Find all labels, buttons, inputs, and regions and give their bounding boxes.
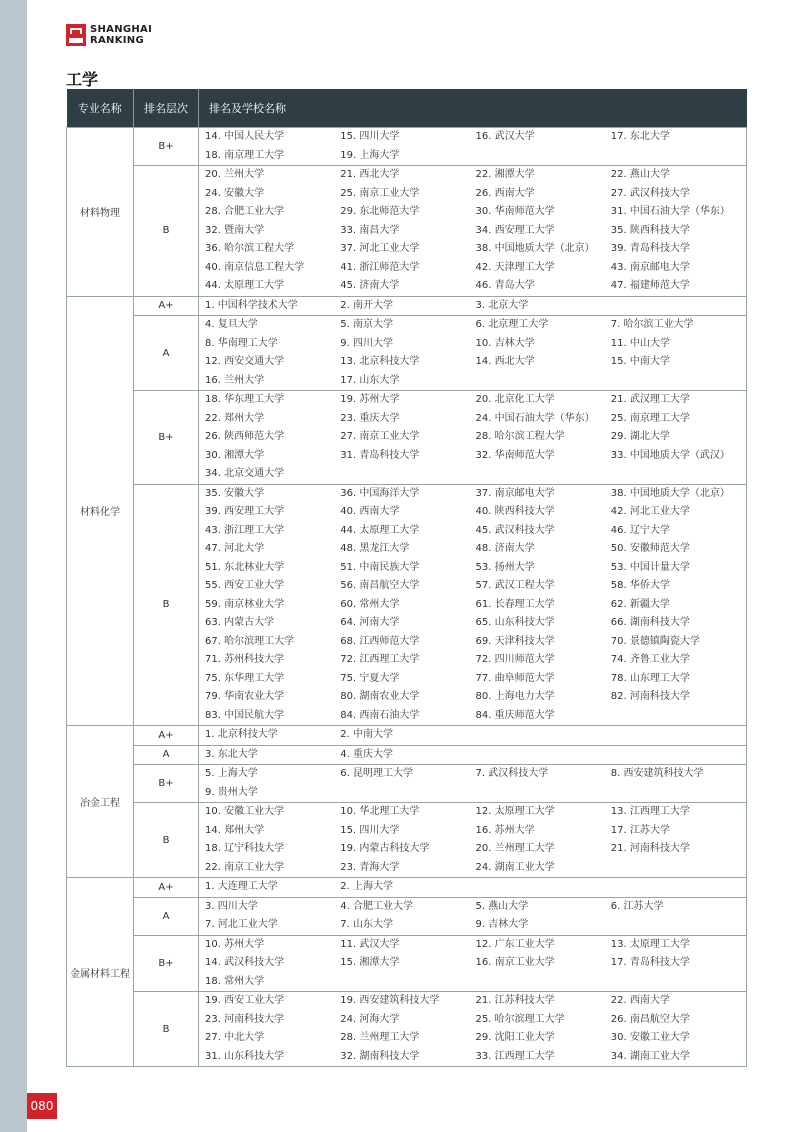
school-entry: 57. 武汉工程大学 bbox=[475, 580, 555, 591]
school-entry: 84. 西南石油大学 bbox=[340, 709, 420, 721]
school-entry: 84. 重庆师范大学 bbox=[475, 709, 555, 721]
school-entry: 20. 兰州大学 bbox=[205, 169, 265, 180]
school-entry: 45. 武汉科技大学 bbox=[475, 524, 555, 536]
school-entry: 16. 南京工业大学 bbox=[475, 957, 555, 968]
school-entry: 36. 哈尔滨工程大学 bbox=[205, 243, 295, 254]
school-entry: 18. 南京理工大学 bbox=[205, 149, 285, 161]
rank-level: A bbox=[134, 745, 199, 765]
table-row bbox=[67, 803, 747, 878]
school-entry: 24. 湖南工业大学 bbox=[475, 861, 555, 873]
school-entry: 5. 上海大学 bbox=[205, 768, 258, 779]
school-entry: 69. 天津科技大学 bbox=[475, 635, 555, 647]
table-row bbox=[67, 726, 747, 746]
school-entry: 21. 武汉理工大学 bbox=[610, 394, 690, 405]
school-entry: 43. 浙江理工大学 bbox=[205, 524, 285, 536]
table-row bbox=[67, 745, 747, 765]
school-entry: 4. 复旦大学 bbox=[205, 319, 258, 330]
school-entry: 72. 江西理工大学 bbox=[340, 654, 420, 665]
school-entry: 6. 北京理工大学 bbox=[475, 319, 549, 330]
school-entry: 20. 北京化工大学 bbox=[475, 394, 555, 405]
school-entry: 1. 中国科学技术大学 bbox=[205, 299, 298, 311]
rank-level: B bbox=[134, 803, 199, 878]
school-entry: 15. 四川大学 bbox=[340, 824, 400, 836]
logo-line-1: SHANGHAI bbox=[90, 24, 153, 35]
table-row bbox=[67, 296, 747, 316]
school-entry: 22. 湘潭大学 bbox=[475, 169, 535, 180]
school-entry: 17. 青岛科技大学 bbox=[610, 957, 690, 968]
school-entry: 29. 湖北大学 bbox=[610, 431, 670, 442]
school-entry: 17. 东北大学 bbox=[610, 131, 670, 142]
school-grid bbox=[205, 297, 746, 316]
school-entry: 78. 山东理工大学 bbox=[610, 672, 690, 684]
school-entry: 33. 江西理工大学 bbox=[475, 1050, 555, 1062]
school-list bbox=[199, 484, 747, 726]
school-entry: 23. 重庆大学 bbox=[340, 412, 400, 424]
rank-level: B bbox=[134, 166, 199, 297]
school-entry: 56. 南昌航空大学 bbox=[340, 580, 420, 591]
school-entry: 9. 贵州大学 bbox=[205, 786, 258, 798]
school-entry: 10. 苏州大学 bbox=[205, 938, 265, 950]
logo-text bbox=[90, 24, 152, 46]
table-row bbox=[67, 316, 747, 391]
school-entry: 21. 江苏科技大学 bbox=[475, 995, 555, 1006]
section-title: 工学 bbox=[66, 70, 99, 89]
school-entry: 83. 中国民航大学 bbox=[205, 709, 285, 721]
table-row bbox=[67, 935, 747, 992]
table-row bbox=[67, 391, 747, 485]
school-entry: 22. 南京工业大学 bbox=[205, 861, 285, 873]
table-row bbox=[67, 484, 747, 726]
table-row bbox=[67, 765, 747, 803]
school-entry: 2. 南开大学 bbox=[340, 299, 393, 311]
school-entry: 12. 西安交通大学 bbox=[205, 356, 285, 367]
school-entry: 20. 兰州理工大学 bbox=[475, 843, 555, 854]
school-entry: 23. 青海大学 bbox=[340, 861, 400, 873]
school-entry: 75. 东华理工大学 bbox=[205, 672, 285, 684]
school-entry: 10. 安徽工业大学 bbox=[205, 806, 285, 817]
school-entry: 32. 暨南大学 bbox=[205, 224, 265, 236]
school-entry: 11. 武汉大学 bbox=[340, 938, 400, 950]
rank-level: A bbox=[134, 316, 199, 391]
school-entry: 51. 中南民族大学 bbox=[340, 561, 420, 573]
school-grid bbox=[205, 936, 746, 992]
school-grid bbox=[205, 765, 746, 802]
school-grid bbox=[205, 746, 746, 765]
major-materials-physics: 材料物理 bbox=[67, 128, 134, 297]
school-entry: 33. 南昌大学 bbox=[340, 224, 400, 236]
school-entry: 23. 河南科技大学 bbox=[205, 1013, 285, 1025]
school-entry: 28. 哈尔滨工程大学 bbox=[475, 431, 565, 442]
school-entry: 55. 西安工业大学 bbox=[205, 580, 285, 591]
school-entry: 11. 中山大学 bbox=[610, 337, 670, 349]
school-entry: 13. 太原理工大学 bbox=[610, 938, 690, 950]
school-entry: 39. 青岛科技大学 bbox=[610, 243, 690, 254]
school-entry: 24. 安徽大学 bbox=[205, 187, 265, 199]
school-entry: 47. 河北大学 bbox=[205, 543, 265, 554]
school-entry: 41. 浙江师范大学 bbox=[340, 261, 420, 273]
logo-line-2: RANKING bbox=[90, 35, 144, 46]
school-entry: 14. 武汉科技大学 bbox=[205, 957, 285, 968]
school-entry: 71. 苏州科技大学 bbox=[205, 654, 285, 665]
header-schools: 排名及学校名称 bbox=[199, 89, 747, 128]
school-entry: 68. 江西师范大学 bbox=[340, 635, 420, 647]
school-entry: 19. 内蒙古科技大学 bbox=[340, 843, 430, 854]
major-metallurgical-engineering: 冶金工程 bbox=[67, 726, 134, 878]
school-entry: 34. 湖南工业大学 bbox=[610, 1050, 690, 1062]
header-major: 专业名称 bbox=[67, 89, 134, 128]
school-entry: 19. 西安工业大学 bbox=[205, 995, 285, 1006]
school-entry: 80. 湖南农业大学 bbox=[340, 691, 420, 702]
school-entry: 29. 东北师范大学 bbox=[340, 206, 420, 217]
school-grid bbox=[205, 485, 746, 726]
school-entry: 1. 大连理工大学 bbox=[205, 881, 278, 892]
school-entry: 22. 西南大学 bbox=[610, 995, 670, 1006]
table-row bbox=[67, 992, 747, 1067]
school-entry: 14. 西北大学 bbox=[475, 356, 535, 367]
rank-level: B+ bbox=[134, 391, 199, 485]
school-entry: 37. 河北工业大学 bbox=[340, 243, 420, 254]
school-entry: 7. 河北工业大学 bbox=[205, 919, 278, 930]
school-entry: 26. 南昌航空大学 bbox=[610, 1013, 690, 1025]
rank-level: A bbox=[134, 897, 199, 935]
school-grid bbox=[205, 992, 746, 1066]
school-entry: 32. 湖南科技大学 bbox=[340, 1050, 420, 1062]
school-entry: 40. 西南大学 bbox=[340, 506, 400, 517]
school-entry: 60. 常州大学 bbox=[340, 598, 400, 610]
school-entry: 12. 太原理工大学 bbox=[475, 806, 555, 817]
school-entry: 14. 中国人民大学 bbox=[205, 131, 285, 142]
school-entry: 50. 安徽师范大学 bbox=[610, 543, 690, 554]
school-entry: 44. 太原理工大学 bbox=[205, 280, 285, 291]
school-entry: 67. 哈尔滨理工大学 bbox=[205, 635, 295, 647]
school-entry: 3. 东北大学 bbox=[205, 748, 258, 760]
school-list bbox=[199, 765, 747, 803]
rank-level: A+ bbox=[134, 726, 199, 746]
school-entry: 18. 常州大学 bbox=[205, 975, 265, 987]
rank-level: B bbox=[134, 992, 199, 1067]
table-row bbox=[67, 128, 747, 166]
school-list bbox=[199, 897, 747, 935]
school-entry: 6. 昆明理工大学 bbox=[340, 768, 413, 779]
school-grid bbox=[205, 166, 746, 296]
school-entry: 64. 河南大学 bbox=[340, 617, 400, 628]
school-entry: 59. 南京林业大学 bbox=[205, 598, 285, 610]
rank-level: B+ bbox=[134, 935, 199, 992]
school-entry: 53. 扬州大学 bbox=[475, 561, 535, 573]
school-entry: 10. 华北理工大学 bbox=[340, 806, 420, 817]
school-entry: 47. 福建师范大学 bbox=[610, 280, 690, 291]
school-entry: 1. 北京科技大学 bbox=[205, 729, 278, 740]
header-level: 排名层次 bbox=[134, 89, 199, 128]
page-number: 080 bbox=[27, 1093, 57, 1119]
school-entry: 9. 四川大学 bbox=[340, 337, 393, 349]
rank-level: B+ bbox=[134, 128, 199, 166]
school-entry: 31. 青岛科技大学 bbox=[340, 449, 420, 461]
school-list bbox=[199, 878, 747, 898]
school-entry: 34. 西安理工大学 bbox=[475, 224, 555, 236]
school-entry: 16. 武汉大学 bbox=[475, 131, 535, 142]
school-entry: 32. 华南师范大学 bbox=[475, 449, 555, 461]
school-entry: 24. 中国石油大学（华东） bbox=[475, 412, 595, 424]
school-entry: 21. 河南科技大学 bbox=[610, 843, 690, 854]
school-entry: 75. 宁夏大学 bbox=[340, 672, 400, 684]
school-entry: 12. 广东工业大学 bbox=[475, 938, 555, 950]
school-entry: 48. 济南大学 bbox=[475, 543, 535, 554]
school-entry: 62. 新疆大学 bbox=[610, 598, 670, 610]
school-entry: 42. 河北工业大学 bbox=[610, 506, 690, 517]
school-grid bbox=[205, 803, 746, 877]
school-entry: 9. 吉林大学 bbox=[475, 919, 529, 930]
school-grid bbox=[205, 878, 746, 897]
school-grid bbox=[205, 128, 746, 165]
school-entry: 31. 中国石油大学（华东） bbox=[610, 206, 730, 217]
school-entry: 18. 华东理工大学 bbox=[205, 394, 285, 405]
school-entry: 27. 中北大学 bbox=[205, 1032, 265, 1043]
school-entry: 22. 郑州大学 bbox=[205, 412, 265, 424]
school-entry: 43. 南京邮电大学 bbox=[610, 261, 690, 273]
table-header-row bbox=[67, 89, 747, 128]
school-entry: 8. 华南理工大学 bbox=[205, 337, 278, 349]
school-entry: 35. 安徽大学 bbox=[205, 487, 265, 499]
school-entry: 15. 中南大学 bbox=[610, 356, 670, 367]
school-entry: 25. 南京理工大学 bbox=[610, 412, 690, 424]
rank-level: B bbox=[134, 484, 199, 726]
school-entry: 35. 陕西科技大学 bbox=[610, 224, 690, 236]
school-entry: 25. 南京工业大学 bbox=[340, 187, 420, 199]
school-entry: 19. 西安建筑科技大学 bbox=[340, 995, 440, 1006]
school-entry: 22. 燕山大学 bbox=[610, 169, 670, 180]
rank-level: A+ bbox=[134, 878, 199, 898]
school-entry: 7. 武汉科技大学 bbox=[475, 768, 549, 779]
school-entry: 27. 南京工业大学 bbox=[340, 431, 420, 442]
school-entry: 79. 华南农业大学 bbox=[205, 691, 285, 702]
school-entry: 74. 齐鲁工业大学 bbox=[610, 654, 690, 665]
school-entry: 36. 中国海洋大学 bbox=[340, 487, 420, 499]
school-list bbox=[199, 128, 747, 166]
school-list bbox=[199, 726, 747, 746]
school-entry: 65. 山东科技大学 bbox=[475, 617, 555, 628]
school-entry: 58. 华侨大学 bbox=[610, 580, 670, 591]
school-list bbox=[199, 296, 747, 316]
school-entry: 53. 中国计量大学 bbox=[610, 561, 690, 573]
school-grid bbox=[205, 391, 746, 484]
school-entry: 26. 西南大学 bbox=[475, 187, 535, 199]
school-entry: 19. 上海大学 bbox=[340, 149, 400, 161]
school-entry: 2. 中南大学 bbox=[340, 729, 393, 740]
shanghai-ranking-logo bbox=[66, 24, 152, 46]
table-row bbox=[67, 897, 747, 935]
school-entry: 72. 四川师范大学 bbox=[475, 654, 555, 665]
school-entry: 17. 江苏大学 bbox=[610, 824, 670, 836]
school-entry: 15. 湘潭大学 bbox=[340, 957, 400, 968]
major-metal-materials-engineering: 金属材料工程 bbox=[67, 878, 134, 1067]
school-entry: 3. 北京大学 bbox=[475, 299, 529, 311]
school-entry: 51. 东北林业大学 bbox=[205, 561, 285, 573]
school-entry: 16. 兰州大学 bbox=[205, 374, 265, 386]
school-list bbox=[199, 316, 747, 391]
school-entry: 25. 哈尔滨理工大学 bbox=[475, 1013, 565, 1025]
school-entry: 82. 河南科技大学 bbox=[610, 691, 690, 702]
school-entry: 38. 中国地质大学（北京） bbox=[475, 243, 595, 254]
school-entry: 40. 南京信息工程大学 bbox=[205, 261, 305, 273]
school-entry: 4. 合肥工业大学 bbox=[340, 900, 413, 912]
school-entry: 7. 哈尔滨工业大学 bbox=[610, 319, 694, 330]
school-grid bbox=[205, 898, 746, 935]
school-entry: 37. 南京邮电大学 bbox=[475, 487, 555, 499]
school-entry: 26. 陕西师范大学 bbox=[205, 431, 285, 442]
school-entry: 13. 北京科技大学 bbox=[340, 356, 420, 367]
school-entry: 19. 苏州大学 bbox=[340, 394, 400, 405]
rank-level: A+ bbox=[134, 296, 199, 316]
school-entry: 8. 西安建筑科技大学 bbox=[610, 768, 704, 779]
school-list bbox=[199, 166, 747, 297]
school-entry: 39. 西安理工大学 bbox=[205, 506, 285, 517]
table-body bbox=[67, 128, 747, 1067]
rank-level: B+ bbox=[134, 765, 199, 803]
school-entry: 38. 中国地质大学（北京） bbox=[610, 487, 730, 499]
school-entry: 77. 曲阜师范大学 bbox=[475, 672, 555, 684]
school-entry: 3. 四川大学 bbox=[205, 900, 258, 912]
school-entry: 17. 山东大学 bbox=[340, 374, 400, 386]
school-entry: 70. 景德镇陶瓷大学 bbox=[610, 635, 700, 647]
school-entry: 15. 四川大学 bbox=[340, 131, 400, 142]
school-list bbox=[199, 391, 747, 485]
school-entry: 44. 太原理工大学 bbox=[340, 524, 420, 536]
school-entry: 10. 吉林大学 bbox=[475, 337, 535, 349]
school-entry: 27. 武汉科技大学 bbox=[610, 187, 690, 199]
school-entry: 18. 辽宁科技大学 bbox=[205, 843, 285, 854]
table-row bbox=[67, 878, 747, 898]
school-entry: 4. 重庆大学 bbox=[340, 748, 393, 760]
school-entry: 5. 燕山大学 bbox=[475, 900, 529, 912]
major-materials-chemistry: 材料化学 bbox=[67, 296, 134, 726]
school-entry: 30. 华南师范大学 bbox=[475, 206, 555, 217]
school-entry: 29. 沈阳工业大学 bbox=[475, 1032, 555, 1043]
school-grid bbox=[205, 726, 746, 745]
school-entry: 30. 湘潭大学 bbox=[205, 449, 265, 461]
school-entry: 80. 上海电力大学 bbox=[475, 691, 555, 702]
ranking-logo-icon bbox=[66, 24, 86, 46]
school-entry: 48. 黑龙江大学 bbox=[340, 543, 410, 554]
school-list bbox=[199, 992, 747, 1067]
side-bar bbox=[0, 0, 27, 1132]
school-entry: 16. 苏州大学 bbox=[475, 824, 535, 836]
school-list bbox=[199, 803, 747, 878]
school-entry: 14. 郑州大学 bbox=[205, 824, 265, 836]
school-list bbox=[199, 935, 747, 992]
school-entry: 21. 西北大学 bbox=[340, 169, 400, 180]
school-entry: 13. 江西理工大学 bbox=[610, 806, 690, 817]
school-entry: 66. 湖南科技大学 bbox=[610, 617, 690, 628]
school-entry: 2. 上海大学 bbox=[340, 881, 393, 892]
school-entry: 30. 安徽工业大学 bbox=[610, 1032, 690, 1043]
school-entry: 28. 兰州理工大学 bbox=[340, 1032, 420, 1043]
table-row bbox=[67, 166, 747, 297]
school-grid bbox=[205, 316, 746, 390]
school-entry: 46. 青岛大学 bbox=[475, 280, 535, 291]
school-entry: 7. 山东大学 bbox=[340, 919, 393, 930]
school-entry: 40. 陕西科技大学 bbox=[475, 506, 555, 517]
school-entry: 45. 济南大学 bbox=[340, 280, 400, 291]
school-entry: 63. 内蒙古大学 bbox=[205, 617, 275, 628]
school-entry: 28. 合肥工业大学 bbox=[205, 206, 285, 217]
school-entry: 24. 河海大学 bbox=[340, 1013, 400, 1025]
school-entry: 5. 南京大学 bbox=[340, 319, 393, 330]
school-entry: 34. 北京交通大学 bbox=[205, 468, 285, 479]
school-entry: 6. 江苏大学 bbox=[610, 900, 664, 912]
school-list bbox=[199, 745, 747, 765]
ranking-table bbox=[66, 89, 747, 1067]
school-entry: 33. 中国地质大学（武汉） bbox=[610, 449, 730, 461]
school-entry: 42. 天津理工大学 bbox=[475, 261, 555, 273]
school-entry: 61. 长春理工大学 bbox=[475, 598, 555, 610]
school-entry: 31. 山东科技大学 bbox=[205, 1050, 285, 1062]
school-entry: 46. 辽宁大学 bbox=[610, 524, 670, 536]
